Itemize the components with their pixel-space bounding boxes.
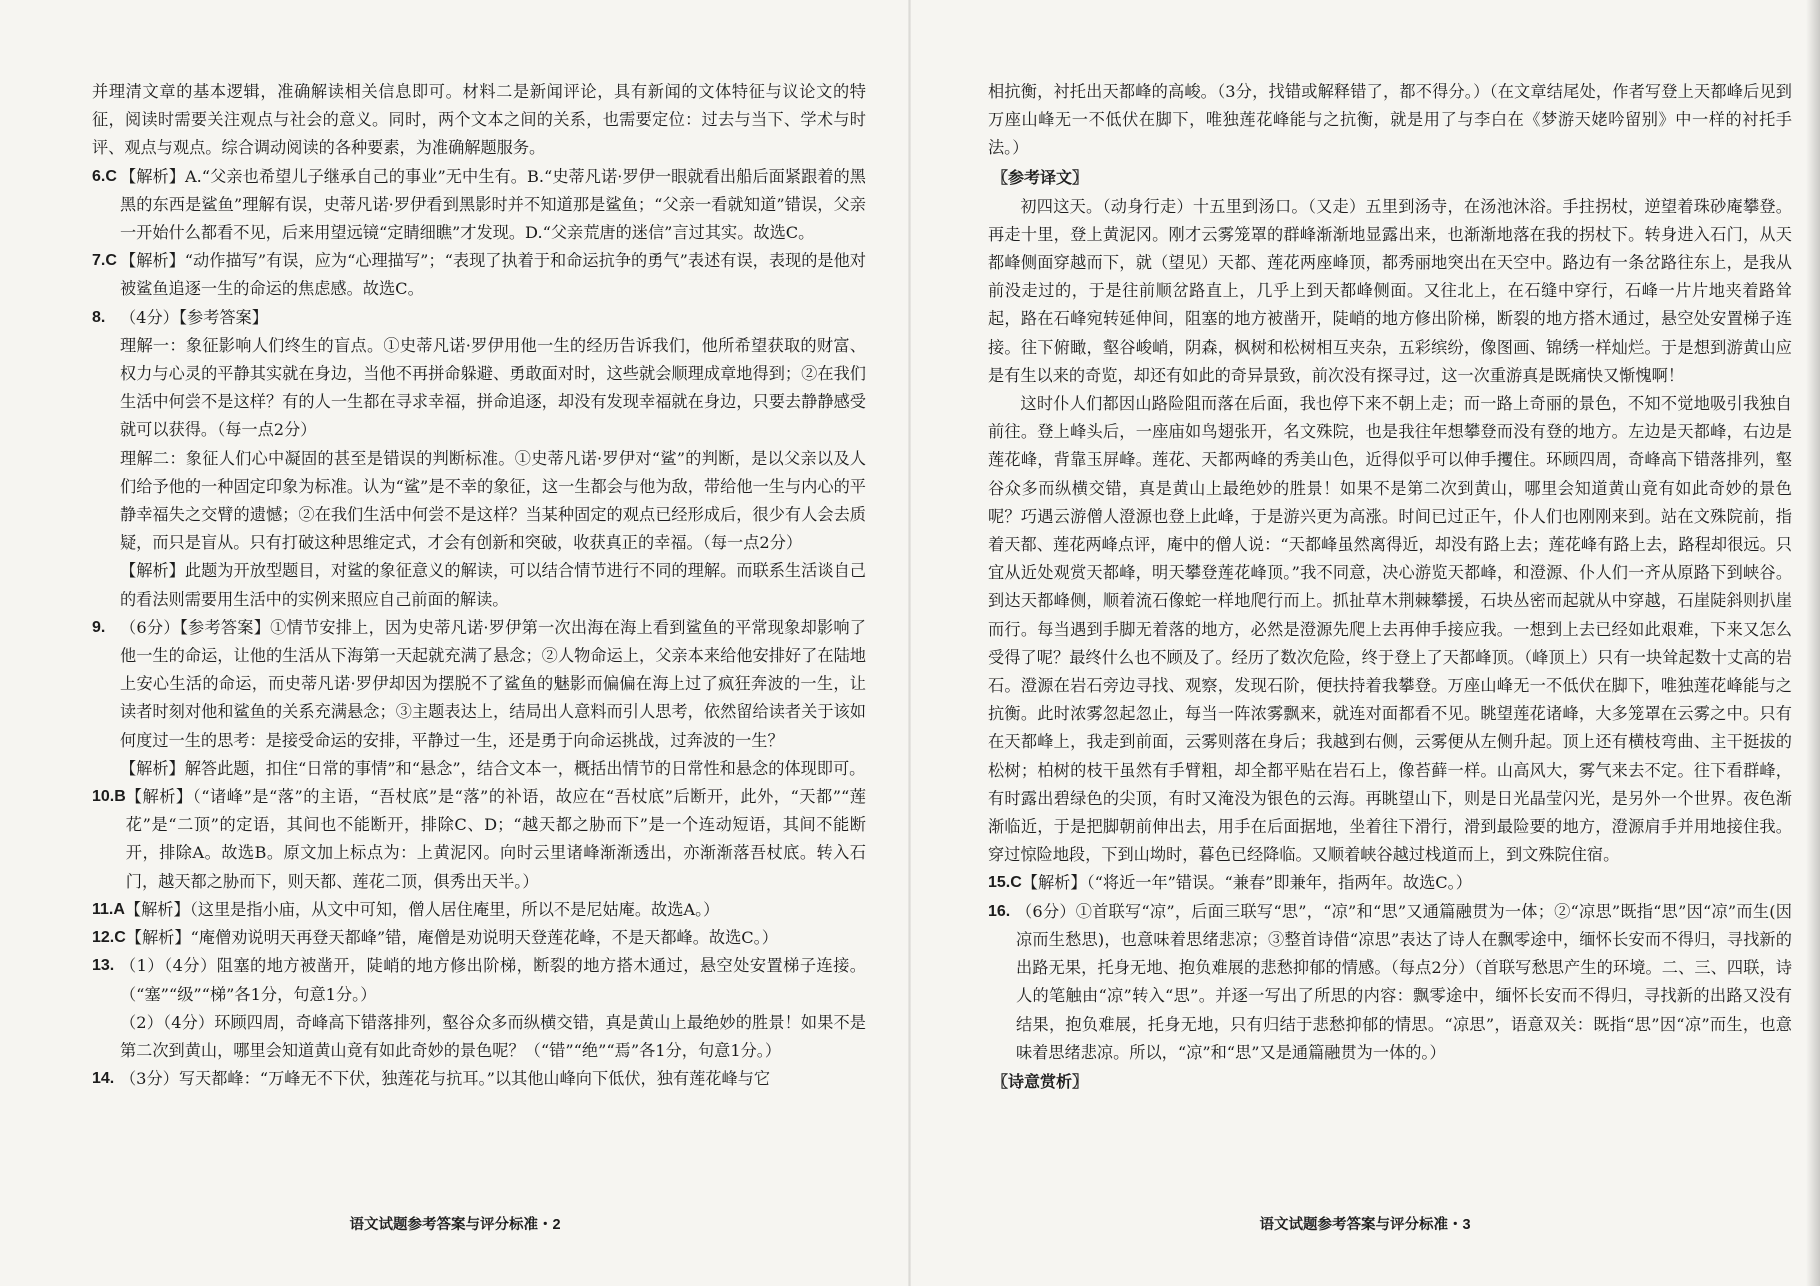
answer-12 bbox=[92, 924, 866, 952]
translation-paragraph-1: 初四这天。（动身行走）十五里到汤口。（又走）五里到汤寺，在汤池沐浴。手拄拐杖，逆望着珠砂庵攀登。再走十里，登上黄泥冈。刚才云雾笼罩的群峰渐渐地显露出来，也渐渐地落在我的拐杖下。转身进入石门，从天都峰侧面穿越而下，就（望见）天都、莲花两座峰顶，都秀丽地突出在天空中。路边有一条岔路往东上，是我从前没走过的，于是往前顺岔路直上，几乎上到天都峰侧面。又往北上，在石缝中穿行，石峰一片片地夹着路耸起，路在石峰宛转延伸间，阻塞的地方被凿开，陡峭的地方修出阶梯，断裂的地方搭木通过，悬空处安置梯子连接。往下俯瞰，壑谷峻峭，阴森，枫树和松树相互夹杂，五彩缤纷，像图画、锦绣一样灿烂。于是想到游黄山应是有生以来的奇览，却还有如此的奇异景致，前次没有探寻过，这一次重游真是既痛快又惭愧啊！ bbox=[988, 196, 1792, 385]
answer-14-text: （3分）写天都峰：“万峰无不下伏，独莲花与抗耳。”以其他山峰向下低伏，独有莲花峰与它 bbox=[120, 1069, 771, 1089]
answer-6-number: 6.C bbox=[92, 167, 117, 185]
answer-10-text: 【解析】（“诸峰”是“落”的主语，“吾杖底”是“落”的补语，故应在“吾杖底”后断开，此外，“天都”“莲花”是“二顶”的定语，其间也不能断开，排除C、D；“越天都之胁而下”是一个连动短语，其间不能断开，排除A。故选B。原文加上标点为：上黄泥冈。向时云里诸峰渐渐透出，亦渐渐落吾杖底。转入石门，越天都之胁而下，则天都、莲花二顶，俱秀出天半。） bbox=[125, 787, 866, 891]
answer-7-number: 7.C bbox=[92, 252, 117, 270]
answer-9 bbox=[92, 614, 866, 755]
left-page-footer: 语文试题参考答案与评分标准・2 bbox=[349, 1217, 561, 1233]
answer-13 bbox=[92, 952, 866, 1008]
answer-14-continued: 相抗衡，衬托出天都峰的高峻。（3分，找错或解释错了，都不得分。）（在文章结尾处，作者写登上天都峰后见到万座山峰无一不低伏在脚下，唯独莲花峰能与之抗衡，就是用了与李白在《梦游天姥吟留别》中一样的衬托手法。） bbox=[988, 82, 1792, 158]
intro-paragraph: 并理清文章的基本逻辑，准确解读相关信息即可。材料二是新闻评论，具有新闻的文体特征与议论文的特征，阅读时需要关注观点与社会的意义。同时，两个文本之间的关系，也需要定位：过去与当下、学术与时评、观点与观点。综合调动阅读的各种要素，为准确解题服务。 bbox=[92, 82, 866, 158]
answer-7-text: 【解析】“动作描写”有误，应为“心理描写”；“表现了执着于和命运抗争的勇气”表述有误，表现的是他对被鲨鱼追逐一生的命运的焦虑感。故选C。 bbox=[120, 251, 866, 299]
answer-10 bbox=[92, 783, 866, 896]
answer-16-number: 16. bbox=[988, 902, 1011, 920]
answer-16-text: （6分）①首联写“凉”，后面三联写“思”，“凉”和“思”又通篇融贯为一体；②“凉思”既指“思”因“凉”而生(因凉而生愁思)，也意味着思绪悲凉；③整首诗借“凉思”表达了诗人在飘零途中，缅怀长安而不得归，寻找新的出路无果，托身无地、抱负难展的悲愁抑郁的情感。（每点2分）（首联写愁思产生的环境。二、三、四联，诗人的笔触由“凉”转入“思”。并逐一写出了所思的内容：飘零途中，缅怀长安而不得归，寻找新的出路又没有结果，抱负难展，托身无地，只有归结于悲愁抑郁的情思。“凉思”，语意双关：既指“思”因“凉”而生，也意味着思绪悲凉。所以，“凉”和“思”又是通篇融贯为一体的。） bbox=[1016, 901, 1792, 1062]
answer-14 bbox=[92, 1065, 866, 1093]
answer-14-number: 14. bbox=[92, 1070, 115, 1088]
reference-translation-heading: 〖参考译文〗 bbox=[992, 169, 1089, 187]
translation-paragraph-2: 这时仆人们都因山路险阻而落在后面，我也停下来不朝上走；而一路上奇丽的景色，不知不觉地吸引我独自前往。登上峰头后，一座庙如鸟翅张开，名文殊院，也是我往年想攀登而没有登的地方。左边是天都峰，右边是莲花峰，背靠玉屏峰。莲花、天都两峰的秀美山色，近得似乎可以伸手攫住。环顾四周，奇峰高下错落排列，壑谷众多而纵横交错，真是黄山上最绝妙的胜景！如果不是第二次到黄山，哪里会知道黄山竟有如此奇妙的景色呢？巧遇云游僧人澄源也登上此峰，于是游兴更为高涨。时间已过正午，仆人们也刚刚来到。站在文殊院前，指着天都、莲花两峰点评，庵中的僧人说：“天都峰虽然离得近，却没有路上去；莲花峰有路上去，路程却很远。只宜从近处观赏天都峰，明天攀登莲花峰顶。”我不同意，决心游览天都峰，和澄源、仆人们一齐从原路下到峡谷。到达天都峰侧，顺着流石像蛇一样地爬行而上。抓扯草木荆棘攀援，石块丛密而起就从中穿越，石崖陡斜则扒崖而行。每当遇到手脚无着落的地方，必然是澄源先爬上去再伸手接应我。一想到上去已经如此艰难，下来又怎么受得了呢？最终什么也不顾及了。经历了数次危险，终于登上了天都峰顶。（峰顶上）只有一块耸起数十丈高的岩石。澄源在岩石旁边寻找、观察，发现石阶，便扶持着我攀登。万座山峰无一不低伏在脚下，唯独莲花峰能与之抗衡。此时浓雾忽起忽止，每当一阵浓雾飘来，就连对面都看不见。眺望莲花诸峰，大多笼罩在云雾之中。只有在天都峰上，我走到前面，云雾则落在身后；我越到右侧，云雾便从左侧升起。顶上还有横枝弯曲、主干挺拔的松树；柏树的枝干虽然有手臂粗，却全都平贴在岩石上，像苔藓一样。山高风大，雾气来去不定。往下看群峰，有时露出碧绿色的尖顶，有时又淹没为银色的云海。再眺望山下，则是日光晶莹闪光，是另外一个世界。夜色渐渐临近，于是把脚朝前伸出去，用手在后面据地，坐着往下滑行，滑到最险要的地方，澄源肩手并用地接住我。穿过惊险地段，下到山坳时，暮色已经降临。又顺着峡谷越过栈道而上，到文殊院住宿。 bbox=[988, 394, 1792, 865]
answer-9-analysis: 【解析】解答此题，扣住“日常的事情”和“悬念”，结合文本一，概括出情节的日常性和悬念的体现即可。 bbox=[120, 758, 866, 778]
answer-8 bbox=[92, 304, 866, 332]
answer-16 bbox=[988, 898, 1792, 1067]
answer-13-number: 13. bbox=[92, 957, 115, 975]
poem-appreciation-heading: 〖诗意赏析〗 bbox=[992, 1073, 1089, 1091]
answer-11 bbox=[92, 896, 866, 924]
answer-11-number: 11.A bbox=[92, 900, 125, 918]
answer-12-text: 【解析】“庵僧劝说明天再登天都峰”错，庵僧是劝说明天登莲花峰，不是天都峰。故选C。） bbox=[125, 928, 778, 948]
answer-13-part-2: （2）（4分）环顾四周，奇峰高下错落排列，壑谷众多而纵横交错，真是黄山上最绝妙的胜景！如果不是第二次到黄山，哪里会知道黄山竟有如此奇妙的景色呢？（“错”“绝”“焉”各1分，句意1分。） bbox=[120, 1012, 866, 1060]
answer-8-understanding-1: 理解一：象征影响人们终生的盲点。①史蒂凡诺·罗伊用他一生的经历告诉我们，他所希望获取的财富、权力与心灵的平静其实就在身边，当他不再拼命躲避、勇敢面对时，这些就会顺理成章地得到；②在我们生活中何尝不是这样？有的人一生都在寻求幸福，拼命追逐，却没有发现幸福就在身边，只要去静静感受就可以获得。（每一点2分） bbox=[120, 335, 866, 440]
right-page bbox=[910, 0, 1820, 1286]
answer-8-understanding-2: 理解二：象征人们心中凝固的甚至是错误的判断标准。①史蒂凡诺·罗伊对“鲨”的判断，是以父亲以及人们给予他的一种固定印象为标准。认为“鲨”是不幸的象征，这一生都会与他为敌，带给他一生与内心的平静幸福失之交臂的遗憾；②在我们生活中何尝不是这样？当某种固定的观点已经形成后，很少有人会去质疑，而只是盲从。只有打破这种思维定式，才会有创新和突破，收获真正的幸福。（每一点2分） bbox=[120, 448, 866, 553]
answer-15-text: 【解析】（“将近一年”错误。“兼春”即兼年，指两年。故选C。） bbox=[1021, 873, 1472, 893]
answer-8-number: 8. bbox=[92, 308, 106, 326]
answer-7 bbox=[92, 247, 866, 303]
answer-9-text: （6分）【参考答案】①情节安排上，因为史蒂凡诺·罗伊第一次出海在海上看到鲨鱼的平常现象却影响了他一生的命运，让他的生活从下海第一天起就充满了悬念；②人物命运上，父亲本来给他安排好了在陆地上安心生活的命运，而史蒂凡诺·罗伊却因为摆脱不了鲨鱼的魅影而偏偏在海上过了疯狂奔波的一生，让读者时刻对他和鲨鱼的关系充满悬念；③主题表达上，结局出人意料而引人思考，依然留给读者关于该如何度过一生的思考：是接受命运的安排，平静过一生，还是勇于向命运挑战，过奔波的一生？ bbox=[120, 617, 866, 750]
right-page-footer: 语文试题参考答案与评分标准・3 bbox=[1259, 1217, 1471, 1233]
answer-9-number: 9. bbox=[92, 618, 106, 636]
answer-11-text: 【解析】（这里是指小庙，从文中可知，僧人居住庵里，所以不是尼姑庵。故选A。） bbox=[124, 899, 720, 919]
answer-6 bbox=[92, 163, 866, 248]
answer-8-head: （4分）【参考答案】 bbox=[120, 307, 268, 327]
answer-15-number: 15.C bbox=[988, 874, 1022, 892]
answer-8-analysis: 【解析】此题为开放型题目，对鲨的象征意义的解读，可以结合情节进行不同的理解。而联系生活谈自己的看法则需要用生活中的实例来照应自己前面的解读。 bbox=[120, 561, 866, 609]
answer-13-part-1: （1）（4分）阻塞的地方被凿开，陡峭的地方修出阶梯，断裂的地方搭木通过，悬空处安置梯子连接。（“塞”“级”“梯”各1分，句意1分。） bbox=[120, 956, 866, 1004]
answer-10-number: 10.B bbox=[92, 788, 126, 806]
answer-15 bbox=[988, 869, 1792, 897]
answer-6-text: 【解析】A.“父亲也希望儿子继承自己的事业”无中生有。B.“史蒂凡诺·罗伊一眼就看出船后面紧跟着的黑黑的东西是鲨鱼”理解有误，史蒂凡诺·罗伊看到黑影时并不知道那是鲨鱼；“父亲一看就知道”错误，父亲一开始什么都看不见，后来用望远镜“定睛细瞧”才发现。D.“父亲荒唐的迷信”言过其实。故选C。 bbox=[120, 166, 866, 243]
answer-12-number: 12.C bbox=[92, 929, 126, 947]
